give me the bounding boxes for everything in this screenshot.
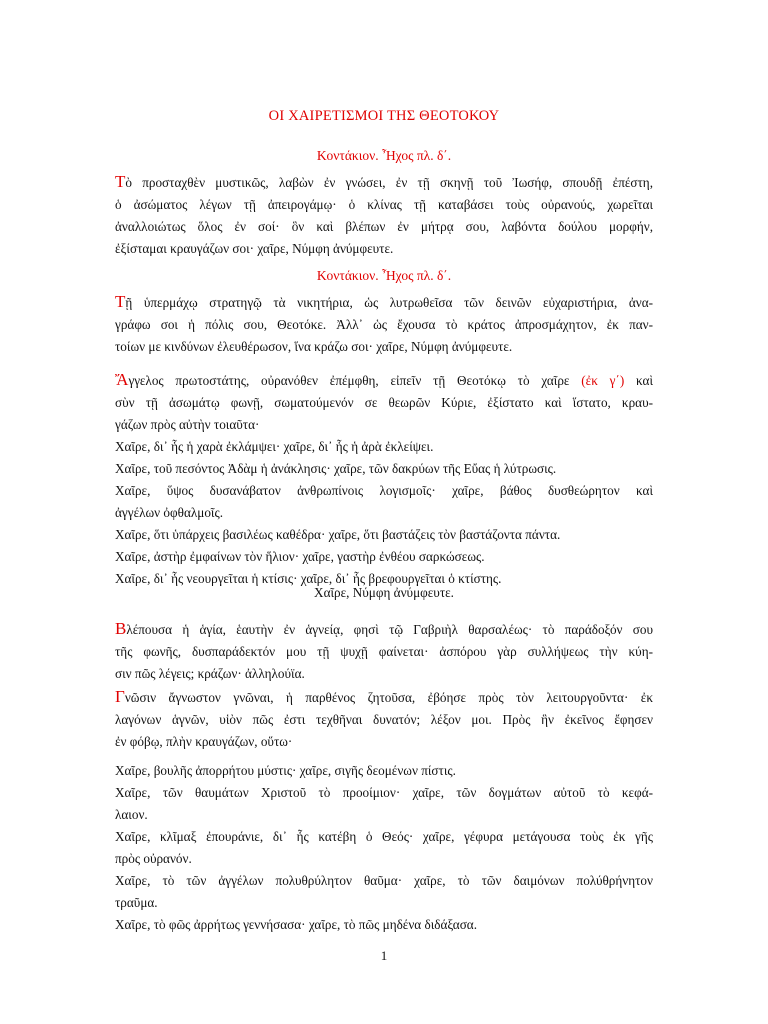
text-line: τῆς φωνῆς, δυσπαράδεκτόν μου τῇ ψυχῇ φαίνεται· ἀσπόρου γὰρ συλλήψεως τὴν κύη- bbox=[115, 644, 653, 659]
chairetismoi-1 bbox=[115, 436, 653, 590]
chairetismos-line: τραῦμα. bbox=[115, 895, 158, 910]
text-line: ὁ ἀσώματος λέγων τῇ ἀπειρογάμῳ· ὁ κλίνας τῇ καταβάσει τοὺς οὐρανούς, χωρεῖται bbox=[115, 197, 653, 212]
line-text: ῇ ὑπερμάχῳ στρατηγῷ τὰ νικητήρια, ὡς λυτρωθεῖσα τῶν δεινῶν εὐχαριστήρια, ἀνα- bbox=[125, 295, 653, 310]
line-text: λέπουσα ἡ ἁγία, ἑαυτὴν ἐν ἁγνείᾳ, φησὶ τῷ Γαβριὴλ θαρσαλέως· τὸ παράδοξόν σου bbox=[126, 622, 653, 637]
text-line bbox=[115, 618, 653, 641]
text-line bbox=[115, 686, 653, 709]
chairetismos-line: πρὸς οὐρανόν. bbox=[115, 851, 192, 866]
chairetismos-line: Χαῖρε, κλῖμαξ ἐπουράνιε, δι᾽ ἧς κατέβη ὁ Θεός· χαῖρε, γέφυρα μετάγουσα τοὺς ἐκ γῆς bbox=[115, 829, 653, 844]
repeat-marker: (ἐκ γ΄) bbox=[581, 373, 625, 388]
text-line bbox=[115, 291, 653, 314]
text-line: σὺν τῇ ἀσωμάτῳ φωνῇ, σωματούμενόν σε θεωρῶν Κύριε, ἐξίστατο καὶ ἵστατο, κραυ- bbox=[115, 395, 653, 410]
text-line bbox=[115, 171, 653, 194]
document-title: ΟΙ ΧΑΙΡΕΤΙΣΜΟΙ ΤΗΣ ΘΕΟΤΟΚΟΥ bbox=[268, 108, 500, 124]
oikos-3-text bbox=[115, 686, 653, 753]
chairetismos-line: Χαῖρε, τὸ τῶν ἀγγέλων πολυθρύλητον θαῦμα· χαῖρε, τὸ τῶν δαιμόνων πολύθρήνητον bbox=[115, 873, 653, 888]
chairetismos-line: ἀγγέλων ὀφθαλμοῖς. bbox=[115, 505, 223, 520]
chairetismos-line: Χαῖρε, βουλῆς ἀπορρήτου μύστις· χαῖρε, σιγῆς δεομένων πίστις. bbox=[115, 763, 456, 778]
text-line: ἀναλλοιώτως ὅλος ἐν σοί· ὃν καὶ βλέπων ἐν μήτρᾳ σου, λαβόντα δούλου μορφήν, bbox=[115, 219, 653, 234]
chairetismos-line: Χαῖρε, ὕψος δυσανάβατον ἀνθρωπίνοις λογισμοῖς· χαῖρε, βάθος δυσθεώρητον καὶ bbox=[115, 483, 653, 498]
drop-cap: Ἄ bbox=[115, 370, 129, 389]
page-number: 1 bbox=[380, 948, 388, 963]
text-line bbox=[115, 369, 653, 392]
text-line: γράφω σοι ἡ πόλις σου, Θεοτόκε. Ἀλλ᾽ ὡς ἔχουσα τὸ κράτος ἀπροσμάχητον, ἐκ παν- bbox=[115, 317, 653, 332]
drop-cap: Τ bbox=[115, 292, 126, 311]
kontakion-heading-1: Κοντάκιον. Ἦχος πλ. δ΄. bbox=[316, 148, 452, 163]
chairetismos-line: Χαῖρε, δι᾽ ἧς ἡ χαρὰ ἐκλάμψει· χαῖρε, δι᾽ ἧς ἡ ἀρὰ ἐκλείψει. bbox=[115, 439, 434, 454]
chairetismos-line: Χαῖρε, τὸ φῶς ἀρρήτως γεννήσασα· χαῖρε, τὸ πῶς μηδένα διδάξασα. bbox=[115, 917, 478, 932]
refrain: Χαῖρε, Νύμφη ἀνύμφευτε. bbox=[314, 585, 454, 600]
drop-cap: Γ bbox=[115, 687, 125, 706]
chairetismos-line: Χαῖρε, ὅτι ὑπάρχεις βασιλέως καθέδρα· χαῖρε, ὅτι βαστάζεις τὸν βαστάζοντα πάντα. bbox=[115, 527, 561, 542]
chairetismoi-2 bbox=[115, 760, 653, 936]
line-text: ὸ προσταχθὲν μυστικῶς, λαβὼν ἐν γνώσει, ἐν τῇ σκηνῇ τοῦ Ἰωσήφ, σπουδῇ ἐπέστη, bbox=[125, 175, 653, 190]
text-line: τοίων με κινδύνων ἐλευθέρωσον, ἵνα κράζω σοι· χαῖρε, Νύμφη ἀνύμφευτε. bbox=[115, 339, 513, 354]
chairetismos-line: Χαῖρε, δι᾽ ἧς νεουργεῖται ἡ κτίσις· χαῖρε, δι᾽ ἧς βρεφουργεῖται ὁ κτίστης. bbox=[115, 571, 502, 586]
kontakion-1-text bbox=[115, 171, 653, 260]
kontakion-2-text bbox=[115, 291, 653, 358]
text-line: γάζων πρὸς αὐτὴν τοιαῦτα· bbox=[115, 417, 260, 432]
text-line: ἐν φόβῳ, πλὴν κραυγάζων, οὕτω· bbox=[115, 734, 293, 749]
drop-cap: Β bbox=[115, 619, 127, 638]
text-line: σιν πῶς λέγεις; κράζων· ἀλληλούϊα. bbox=[115, 666, 305, 681]
kontakion-heading-2: Κοντάκιον. Ἦχος πλ. δ΄. bbox=[316, 268, 452, 283]
text-line: ἐξίσταμαι κραυγάζων σοι· χαῖρε, Νύμφη ἀνύμφευτε. bbox=[115, 241, 394, 256]
line-text: καὶ bbox=[636, 373, 653, 388]
chairetismos-line: Χαῖρε, ἀστὴρ ἐμφαίνων τὸν ἥλιον· χαῖρε, γαστὴρ ἐνθέου σαρκώσεως. bbox=[115, 549, 485, 564]
text-line: λαγόνων ἁγνῶν, υἱὸν πῶς ἐστι τεχθῆναι δυνατόν; λέξον μοι. Πρὸς ἣν ἐκεῖνος ἔφησεν bbox=[115, 712, 653, 727]
line-text: γγελος πρωτοστάτης, οὐρανόθεν ἐπέμφθη, εἰπεῖν τῇ Θεοτόκῳ τὸ χαῖρε bbox=[128, 373, 570, 388]
chairetismos-line: Χαῖρε, τοῦ πεσόντος Ἀδὰμ ἡ ἀνάκλησις· χαῖρε, τῶν δακρύων τῆς Εὔας ἡ λύτρωσις. bbox=[115, 461, 557, 476]
chairetismos-line: Χαῖρε, τῶν θαυμάτων Χριστοῦ τὸ προοίμιον· χαῖρε, τῶν δογμάτων αὐτοῦ τὸ κεφά- bbox=[115, 785, 653, 800]
chairetismos-line: λαιον. bbox=[115, 807, 148, 822]
oikos-2-text bbox=[115, 618, 653, 685]
line-text: νῶσιν ἄγνωστον γνῶναι, ἡ παρθένος ζητοῦσα, ἐβόησε πρὸς τὸν λειτουργοῦντα· ἐκ bbox=[124, 690, 653, 705]
drop-cap: Τ bbox=[115, 172, 126, 191]
oikos-1-text bbox=[115, 369, 653, 436]
